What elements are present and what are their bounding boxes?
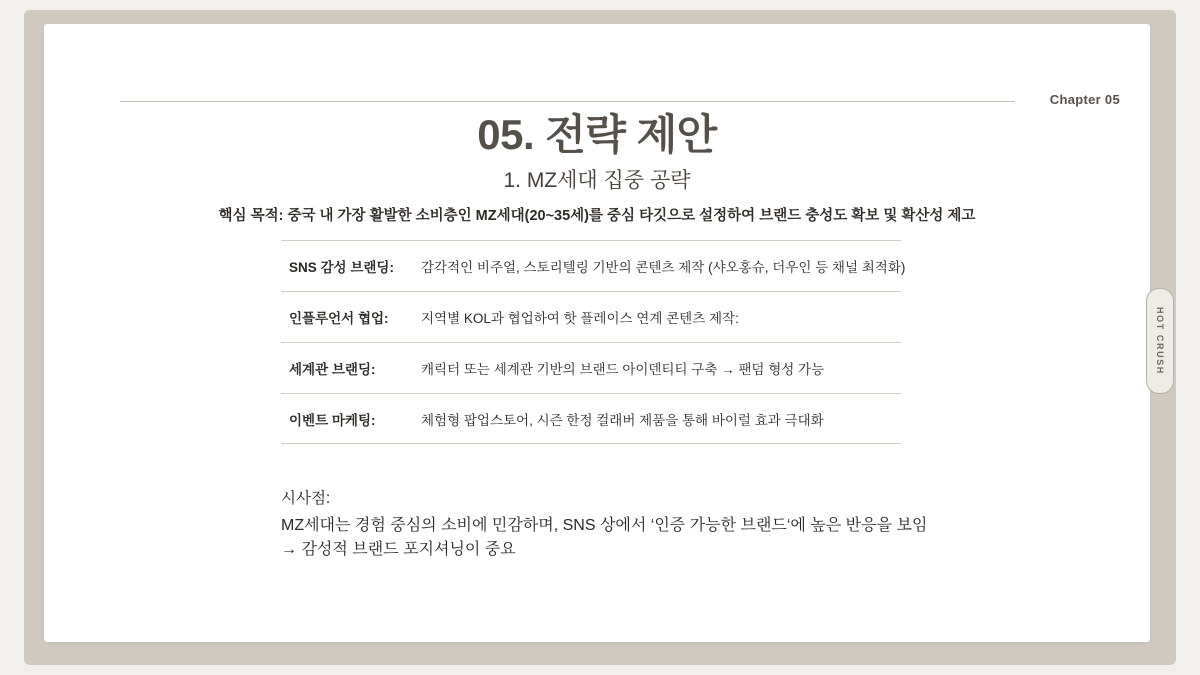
slide-page <box>44 24 1150 642</box>
implication-line-1: MZ세대는 경험 중심의 소비에 민감하며, SNS 상에서 ‘인증 가능한 브랜드‘에 높은 반응을 보임 <box>281 517 928 534</box>
strategy-label: 이벤트 마케팅: <box>289 413 376 428</box>
side-tab <box>1146 288 1174 394</box>
strategy-description: 지역별 KOL과 협업하여 핫 플레이스 연계 콘텐츠 제작: <box>421 311 739 326</box>
chapter-tag: Chapter 05 <box>1049 92 1120 107</box>
implication-block <box>281 486 1101 562</box>
side-tab-label: HOT CRUSH <box>1155 307 1165 375</box>
strategy-table <box>281 240 906 444</box>
strategy-label: SNS 감성 브랜딩: <box>289 260 394 275</box>
page-subtitle: 1. MZ세대 집중 공략 <box>503 169 691 192</box>
strategy-description: 체험형 팝업스토어, 시즌 한정 컬래버 제품을 통해 바이럴 효과 극대화 <box>421 413 824 428</box>
table-row <box>281 393 901 444</box>
strategy-description: 감각적인 비주얼, 스토리텔링 기반의 콘텐츠 제작 (샤오홍슈, 더우인 등 채널 최적화) <box>421 260 906 275</box>
implication-line-2: → 감성적 브랜드 포지셔닝이 중요 <box>281 541 516 558</box>
table-row <box>281 291 901 342</box>
implication-title: 시사점: <box>281 490 331 507</box>
purpose-statement: 핵심 목적: 중국 내 가장 활발한 소비층인 MZ세대(20~35세)를 중심 타깃으로 설정하여 브랜드 충성도 확보 및 확산성 제고 <box>218 208 976 224</box>
strategy-label: 세계관 브랜딩: <box>289 362 376 377</box>
strategy-description: 캐릭터 또는 세계관 기반의 브랜드 아이덴티티 구축 → 팬덤 형성 가능 <box>421 362 825 377</box>
page-title: 05. 전략 제안 <box>477 111 717 158</box>
table-row <box>281 342 901 393</box>
strategy-label: 인플루언서 협업: <box>289 311 389 326</box>
table-row <box>281 240 906 291</box>
